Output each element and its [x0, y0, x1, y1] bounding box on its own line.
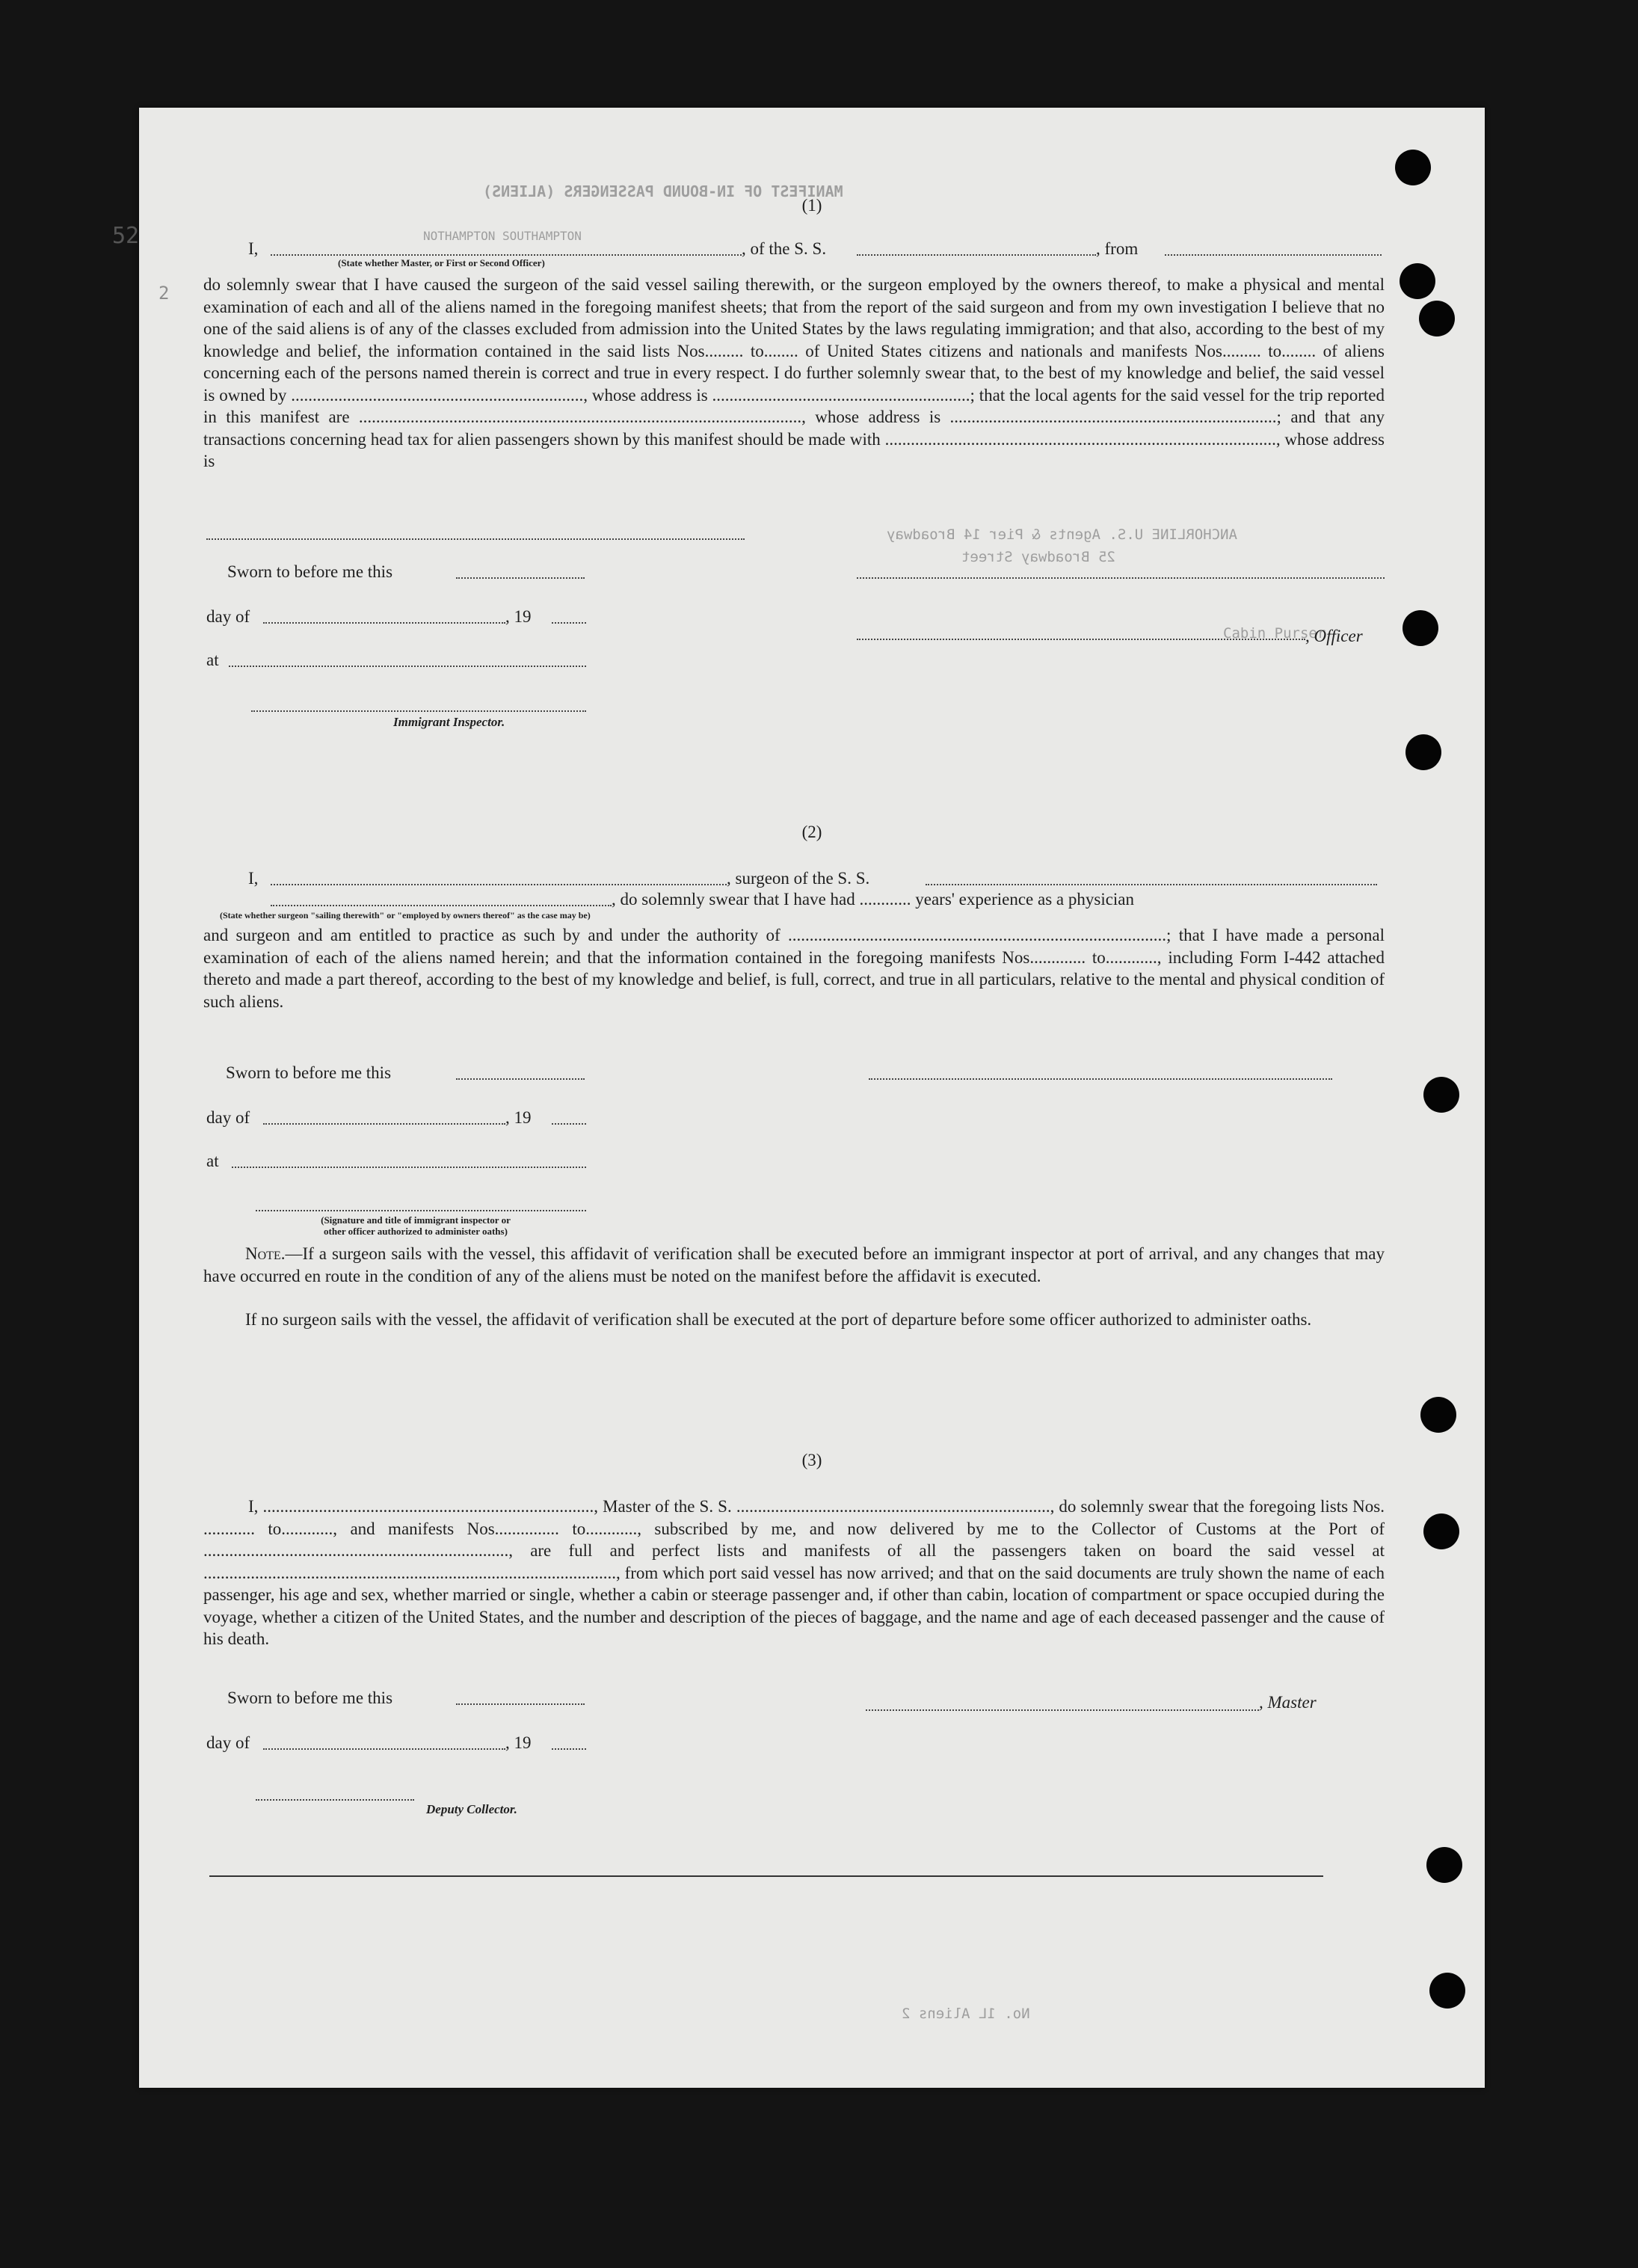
- punch-hole: [1426, 1847, 1462, 1883]
- sec1-day-of: day of: [206, 607, 250, 626]
- sec1-officer: , Officer: [1305, 627, 1363, 645]
- blank-line: [926, 884, 1377, 885]
- blank-line: [263, 1748, 505, 1750]
- bleed-through-text: ANCHORLINE U.S. Agents & Pier 14 Broadway: [887, 526, 1237, 543]
- section-1-number: (1): [801, 196, 822, 215]
- blank-line: [1165, 254, 1382, 256]
- collector-signature-line: [256, 1799, 414, 1801]
- sec3-collector: Deputy Collector.: [426, 1802, 517, 1816]
- section-3-number: (3): [801, 1451, 822, 1469]
- bleed-through-text: 25 Broadway Street: [961, 549, 1115, 565]
- punch-hole: [1423, 1077, 1459, 1113]
- sec1-i: I,: [248, 239, 259, 258]
- sec2-surgeon-of: , surgeon of the S. S.: [727, 869, 870, 888]
- sec2-i: I,: [248, 869, 259, 888]
- sec2-note-2: [203, 1309, 1385, 1331]
- sec3-year: , 19: [505, 1733, 532, 1752]
- surgeon-signature-line: [869, 1078, 1332, 1080]
- blank-line: [263, 622, 505, 624]
- blank-line: [271, 884, 727, 885]
- sec3-master: , Master: [1259, 1693, 1317, 1712]
- sec2-day-of: day of: [206, 1108, 250, 1127]
- sec2-sworn: Sworn to before me this: [226, 1063, 392, 1082]
- sec1-state-note: (State whether Master, or First or Second Officer): [338, 257, 545, 268]
- punch-hole: [1420, 1397, 1456, 1433]
- margin-mark: 2: [158, 283, 170, 304]
- sec2-oath-text: and surgeon and am entitled to practice as such by and under the authority of ........................................................................................; that I have made a personal examination of each of the aliens named herein; and that the information contained in the foregoing manifests Nos............. to............, including Form I-442 attached thereto and made a part thereof, according to the best of my knowledge and belief, is full, correct, and true in all particulars, relative to the mental and physical condition of such aliens.: [203, 926, 1385, 1011]
- sec2-swear-line: , do solemnly swear that I have had ............ years' experience as a physician: [612, 890, 1135, 909]
- sec3-sworn: Sworn to before me this: [227, 1688, 393, 1707]
- blank-line: [229, 666, 586, 667]
- sec2-at: at: [206, 1152, 219, 1170]
- punch-hole: [1419, 301, 1455, 336]
- sec2-sig-note-1: (Signature and title of immigrant inspector or: [321, 1214, 511, 1226]
- sec1-at: at: [206, 651, 219, 669]
- blank-line: [263, 1123, 505, 1125]
- blank-line: [456, 577, 585, 579]
- blank-line: [206, 538, 745, 540]
- signature-line: [256, 1210, 586, 1211]
- note-text-2: If no surgeon sails with the vessel, the affidavit of verification shall be executed at the port of departure before some officer authorized to administer oaths.: [245, 1310, 1312, 1329]
- sec3-oath-text: I, ............................................................................., Master of the S. S. ........................................................................., do solemnly swear that the foregoing lists Nos. ............ to............, and manifests Nos............... to............, subscribed by me, and now delivered by me to the Collector of Customs at the Port of ......................................................................., are full and perfect lists and manifests of all the passengers taken on board the said vessel at ................................................................................................, from which port said vessel has now arrived; and that on the said documents are truly shown the name of each passenger, his age and sex, whether married or single, whether a cabin or steerage passenger and, if other than cabin, location of compartment or space occupied during the voyage, whether a citizen of the United States, and the number and description of the pieces of baggage, and the name and age of each deceased passenger and the cause of his death.: [203, 1497, 1385, 1648]
- officer-signature-line: [857, 639, 1305, 640]
- blank-line: [552, 1123, 586, 1125]
- punch-hole: [1405, 734, 1441, 770]
- bleed-through-title: MANIFEST OF IN-BOUND PASSENGERS (ALIENS): [483, 182, 843, 200]
- bleed-through-text: Cabin Purser: [1223, 625, 1326, 642]
- sec3-day-of: day of: [206, 1733, 250, 1752]
- master-signature-line: [866, 1709, 1259, 1711]
- bleed-through-text: NOTHAMPTON SOUTHAMPTON: [423, 229, 582, 243]
- punch-hole: [1403, 610, 1438, 646]
- sec2-sig-note-2: other officer authorized to administer oaths): [324, 1226, 508, 1237]
- officer-signature-line-top: [857, 577, 1385, 579]
- bottom-rule: [209, 1875, 1323, 1877]
- section-2-number: (2): [801, 823, 822, 841]
- sec2-state-note: (State whether surgeon "sailing therewith" or "employed by owners thereof" as the case may be): [220, 910, 591, 921]
- punch-hole: [1395, 150, 1431, 185]
- sec2-note: [203, 1243, 1385, 1287]
- blank-line: [552, 1748, 586, 1750]
- sec1-sworn: Sworn to before me this: [227, 562, 393, 581]
- sec1-inspector: Immigrant Inspector.: [393, 715, 505, 729]
- blank-line: [456, 1078, 585, 1080]
- blank-line: [271, 905, 612, 906]
- note-label: Note.: [245, 1244, 286, 1263]
- blank-line: [232, 1167, 586, 1168]
- note-text: —If a surgeon sails with the vessel, this affidavit of verification shall be executed before an immigrant inspector at port of arrival, and any changes that may have occurred en route in the condition of any of the aliens must be noted on the manifest before the affidavit is executed.: [203, 1244, 1385, 1285]
- inspector-signature-line: [251, 710, 586, 712]
- sec2-year: , 19: [505, 1108, 532, 1127]
- blank-line: [552, 622, 586, 624]
- bleed-through-text: No. 1L Aliens 2: [902, 2006, 1030, 2022]
- punch-hole: [1400, 263, 1435, 299]
- blank-line: [857, 254, 1096, 256]
- sec1-year: , 19: [505, 607, 532, 626]
- margin-mark: 52: [112, 223, 140, 249]
- punch-hole: [1423, 1513, 1459, 1549]
- sec1-of-ss: , of the S. S.: [742, 239, 827, 258]
- sec1-from: , from: [1096, 239, 1139, 258]
- sec1-oath-text: do solemnly swear that I have caused the surgeon of the said vessel sailing therewith, or the surgeon employed by the owners thereof, to make a physical and mental examination of each and all of the aliens named in the foregoing manifest sheets; that from the report of the said surgeon and from my own investigation I believe that no one of the said aliens is of any of the classes excluded from admission into the United States by the laws regulating immigration; and that also, according to the best of my knowledge and belief, the information contained in the said lists Nos......... to........ of United States citizens and nationals and manifests Nos......... to........ of aliens concerning each of the persons named therein is correct and true in every respect. I do further solemnly swear that, to the best of my knowledge and belief, the said vessel is owned by ...................................................................., whose address is ............................................................; that the local agents for the said vessel for the trip reported in this manifest are ......................................................................................................., whose address is ............................................................................; and that any transactions concerning head tax for alien passengers shown by this manifest should be made with ..........................................................................................., whose address is: [203, 275, 1385, 470]
- manifest-back-page: [139, 108, 1485, 2088]
- punch-hole: [1429, 1973, 1465, 2009]
- blank-line: [271, 254, 742, 256]
- blank-line: [456, 1703, 585, 1705]
